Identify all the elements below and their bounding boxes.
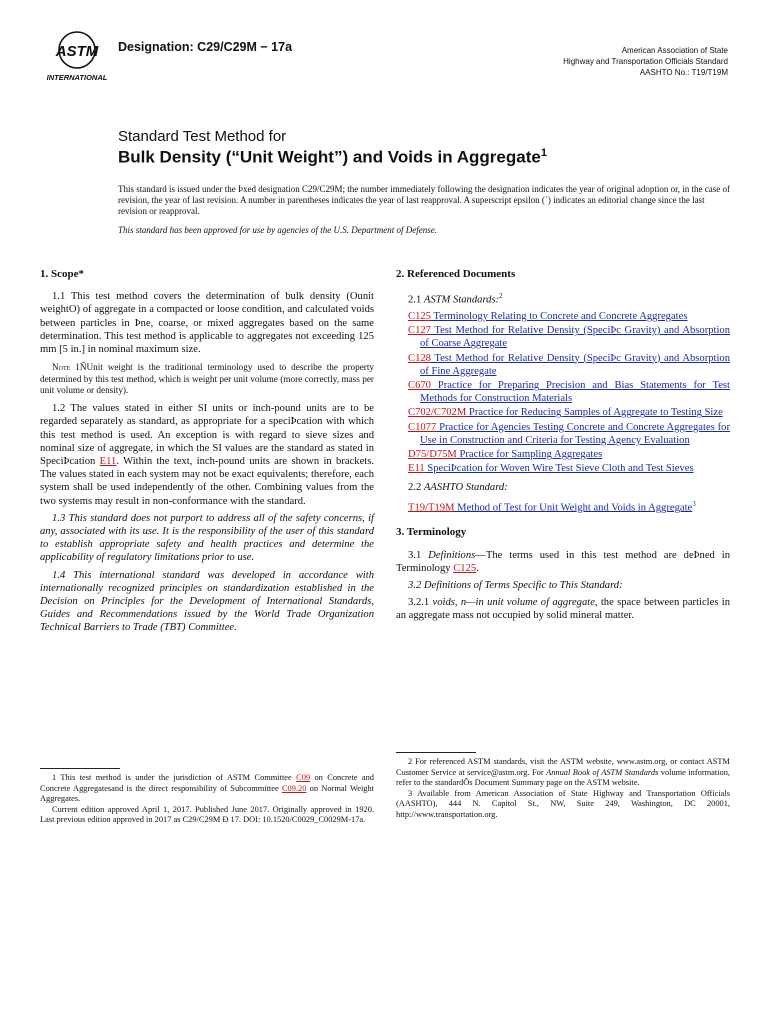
astm-title: ASTM Standards: — [423, 294, 500, 306]
footnote-rule — [396, 752, 476, 753]
para-3-2: 3.2 Definitions of Terms Specific to This Standard: — [408, 579, 623, 591]
title-line-2 — [118, 147, 547, 168]
astm-logo — [44, 28, 110, 84]
ref-item[interactable] — [396, 421, 730, 447]
title-line-1: Standard Test Method for — [118, 128, 287, 145]
ref-item[interactable] — [396, 448, 730, 461]
fn2-text: volume information, refer to the standardÕs Document Summary page on the ASTM website. — [396, 767, 730, 788]
footnotes-left — [40, 768, 374, 826]
ref-title[interactable]: Test Method for Relative Density (SpeciÞc Gravity) and Absorption of Coarse Aggregate — [420, 325, 730, 350]
ref-code[interactable]: C127 — [408, 325, 431, 337]
note-text: ÑUnit weight is the traditional terminology used to describe the property determined by this test method, which is weight per unit volume (more correctly, mass per unit volume or density). — [40, 362, 374, 395]
ref-title[interactable]: Test Method for Relative Density (SpeciÞc Gravity) and Absorption of Fine Aggregate — [420, 352, 730, 377]
p3-2-1-term: voids, n—in unit volume of aggregate — [432, 597, 595, 609]
astm-sup: 2 — [499, 292, 503, 301]
ref-sup: 3 — [692, 499, 696, 508]
right-column — [396, 268, 730, 627]
fn1-text: on Concrete and Concrete Aggregatesand is the direct responsibility of Subcommittee — [40, 773, 374, 793]
ref-item[interactable] — [396, 310, 730, 323]
ref-code[interactable]: D75/D75M — [408, 448, 457, 460]
ref-code[interactable]: C125 — [408, 310, 431, 322]
p3-2-1-text: , the space between particles in an aggregate mass not occupied by solid mineral matter. — [396, 597, 730, 622]
ref-title[interactable]: Terminology Relating to Concrete and Concrete Aggregates — [430, 310, 688, 322]
footnote-1-edition: Current edition approved April 1, 2017. Published June 2017. Originally approved in 1920. Last previous edition approved in 2017 as C29/C29M Ð 17. DOI: 10.1520/C0029_C0029M-17a. — [40, 804, 374, 825]
para-3-2-1 — [396, 596, 730, 622]
preamble-text: This standard is issued under the Þxed designation C29/C29M; the number immediately following the designation indicates the year of original adoption or, in the case of revision, the year of last revision. A number in parentheses indicates the year of last reapproval. A superscript epsilon (´) indicates an editorial change since the last revision or reapproval. — [118, 184, 731, 216]
ref-code[interactable]: C128 — [408, 352, 431, 364]
p3-1-num: 3.1 — [408, 549, 429, 561]
aashto-title: AASHTO Standard: — [423, 482, 508, 494]
ref-link-e11[interactable]: E11 — [99, 455, 117, 467]
defense-note: This standard has been approved for use by agencies of the U.S. Department of Defense. — [118, 225, 438, 235]
p3-1-text: —The terms used in this test method are deÞned in Terminology — [396, 549, 731, 574]
aashto-line: Highway and Transportation Officials Standard — [563, 57, 728, 66]
preamble — [118, 184, 730, 236]
ref-link-c09-20[interactable]: C09.20 — [281, 783, 307, 793]
fn2-text: 2 For referenced ASTM standards, visit the ASTM website, www.astm.org, or contact ASTM Customer Service at service@astm.org. For — [396, 757, 730, 777]
ref-title[interactable]: Practice for Agencies Testing Concrete and Concrete Aggregates for Use in Construction and Criteria for Testing Agency Evaluation — [420, 421, 730, 446]
para-1-2-text-end: . Within the text, inch-pound units are shown in brackets. The values stated in each system may not be exact equivalents; therefore, each system shall be used independently of the other. Combining values from the two systems may result in non-conformance with the standard. — [40, 455, 374, 507]
footnote-2 — [396, 757, 730, 789]
ref-code[interactable]: T19/T19M — [408, 502, 455, 514]
svg-text:ASTM: ASTM — [55, 43, 99, 60]
note-label: Note 1 — [52, 362, 80, 373]
para-1-3: 1.3 This standard does not purport to address all of the safety concerns, if any, associated with its use. It is the responsibility of the user of this standard to establish appropriate safety and health practices and determine the applicability of regulatory limitations prior to use. — [40, 512, 374, 564]
ref-title[interactable]: Method of Test for Unit Weight and Voids in Aggregate — [454, 502, 693, 514]
ref-item[interactable] — [396, 406, 730, 419]
para-1-1: 1.1 This test method covers the determination of bulk density (Ounit weightO) of aggregate in a compacted or loose condition, and calculated voids between particles in Þne, coarse, or mixed aggregates based on the same determination. This test method is applicable to aggregates not exceeding 125 mm [5 in.] in nominal maximum size. — [40, 291, 374, 356]
ref-item[interactable] — [396, 324, 730, 350]
p3-2-1-num: 3.2.1 — [408, 597, 433, 609]
ref-item-aashto[interactable] — [396, 498, 730, 515]
logo-text: INTERNATIONAL — [46, 73, 108, 82]
aashto-line: AASHTO No.: T19/T19M — [639, 68, 728, 77]
para-1-2 — [40, 402, 374, 508]
aashto-line: American Association of State — [621, 46, 728, 55]
fn1-text: 1 This test method is under the jurisdiction of ASTM Committee — [52, 773, 297, 782]
ref-title[interactable]: Practice for Preparing Precision and Bias Statements for Test Methods for Construction Materials — [420, 379, 730, 405]
p3-1-end: . — [476, 562, 479, 574]
astm-num: 2.1 — [408, 294, 424, 306]
fn2-italic: Annual Book of ASTM Standards — [546, 767, 659, 777]
ref-title[interactable]: Practice for Sampling Aggregates — [456, 448, 603, 460]
footnote-1 — [40, 773, 374, 805]
ref-item[interactable] — [396, 352, 730, 378]
p3-1-italic: Definitions — [428, 549, 476, 561]
ref-code[interactable]: C670 — [408, 379, 431, 391]
aashto-num: 2.2 — [408, 482, 424, 494]
ref-code[interactable]: C702/C702M — [408, 407, 467, 419]
terminology-heading: 3. Terminology — [396, 526, 467, 539]
footnote-3: 3 Available from American Association of State Highway and Transportation Officials (AASHTO), 444 N. Capitol St., NW, Suite 249, Washington, DC 20001, http://www.transportation.org. — [396, 788, 730, 819]
ref-code[interactable]: C1077 — [408, 421, 437, 433]
ref-link-c09[interactable]: C09 — [296, 773, 311, 782]
footnotes-right — [396, 752, 730, 821]
ref-code[interactable]: E11 — [408, 463, 425, 475]
ref-item[interactable] — [396, 379, 730, 405]
aashto-block — [563, 45, 728, 78]
note-1 — [40, 362, 374, 396]
ref-link-c125[interactable]: C125 — [453, 562, 477, 574]
ref-title[interactable]: SpeciÞcation for Woven Wire Test Sieve Cloth and Test Sieves — [424, 463, 694, 475]
scope-heading: 1. Scope* — [40, 268, 84, 280]
ref-item[interactable] — [396, 462, 730, 475]
title-footnote-mark: 1 — [540, 147, 547, 159]
ref-title[interactable]: Practice for Reducing Samples of Aggregate to Testing Size — [466, 407, 723, 419]
para-1-2-text: 1.2 The values stated in either SI units or inch-pound units are to be regarded separately as standard, as appropriate for a speciÞcation with which this test method is used. An exception is with regard to sieve sizes and nominal size of aggregate, in which the SI values are the standard as stated in SpeciÞcation — [40, 403, 374, 467]
para-3-1 — [396, 549, 730, 575]
footnote-rule — [40, 768, 120, 769]
left-column — [40, 268, 374, 639]
para-1-4: 1.4 This international standard was developed in accordance with internationally recognized principles on standardization established in the Decision on Principles for the Development of International Standards, Guides and Recommendations issued by the World Trade Organization Technical Barriers to Trade (TBT) Committee. — [40, 569, 374, 634]
refdocs-heading: 2. Referenced Documents — [396, 268, 516, 280]
astm-standards-label — [396, 290, 730, 307]
aashto-standard-label — [396, 481, 730, 494]
title-text: Bulk Density (“Unit Weight”) and Voids in Aggregate — [118, 147, 541, 167]
fn1-text: on Normal Weight Aggregates. — [40, 783, 374, 804]
designation: Designation: C29/C29M − 17a — [118, 40, 293, 54]
